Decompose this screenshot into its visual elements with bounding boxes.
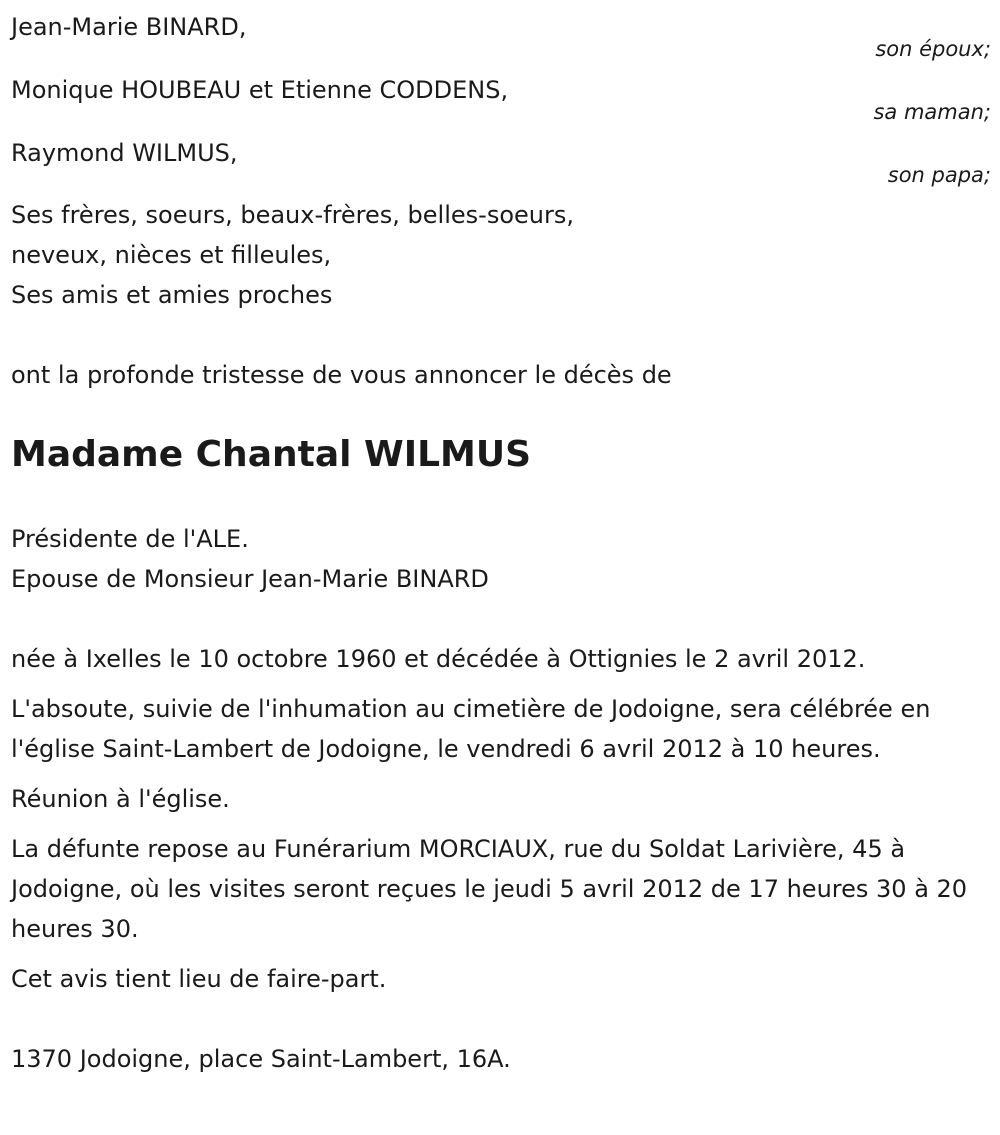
deceased-info [11, 519, 991, 599]
mourner-spouse [11, 0, 991, 63]
obituary-notice [11, 0, 991, 1079]
address-text: 1370 Jodoigne, place Saint-Lambert, 16A. [11, 1045, 511, 1073]
deceased-spouse: Epouse de Monsieur Jean-Marie BINARD [11, 565, 489, 593]
mourner-name: Raymond WILMUS, [11, 139, 238, 167]
mourner-mother [11, 63, 991, 126]
family-line: Ses amis et amies proches [11, 281, 333, 309]
mourner-name: Jean-Marie BINARD, [11, 13, 247, 41]
mourner-relation: son papa; [887, 163, 991, 187]
family-block [11, 195, 991, 315]
ceremony-text: L'absoute, suivie de l'inhumation au cimetière de Jodoigne, sera célébrée en l'église Saint-Lambert de Jodoigne, le vendredi 6 avril 2012 à 10 heures. [11, 695, 931, 763]
announcement-text: ont la profonde tristesse de vous annoncer le décès de [11, 361, 672, 389]
birth-death-text: née à Ixelles le 10 octobre 1960 et décédée à Ottignies le 2 avril 2012. [11, 645, 866, 673]
mourner-relation: son époux; [875, 37, 991, 61]
visits-text: La défunte repose au Funérarium MORCIAUX, rue du Soldat Larivière, 45 à Jodoigne, où les visites seront reçues le jeudi 5 avril 2012 de 17 heures 30 à 20 heures 30. [11, 835, 968, 943]
notice-text: Cet avis tient lieu de faire-part. [11, 965, 387, 993]
family-line: Ses frères, soeurs, beaux-frères, belles-soeurs, [11, 201, 574, 229]
mourner-father [11, 126, 991, 189]
deceased-title: Présidente de l'ALE. [11, 525, 249, 553]
mourner-relation: sa maman; [873, 100, 991, 124]
mourner-name: Monique HOUBEAU et Etienne CODDENS, [11, 76, 509, 104]
family-line: neveux, nièces et filleules, [11, 241, 332, 269]
reunion-text: Réunion à l'église. [11, 785, 230, 813]
deceased-name: Madame Chantal WILMUS [11, 434, 532, 475]
